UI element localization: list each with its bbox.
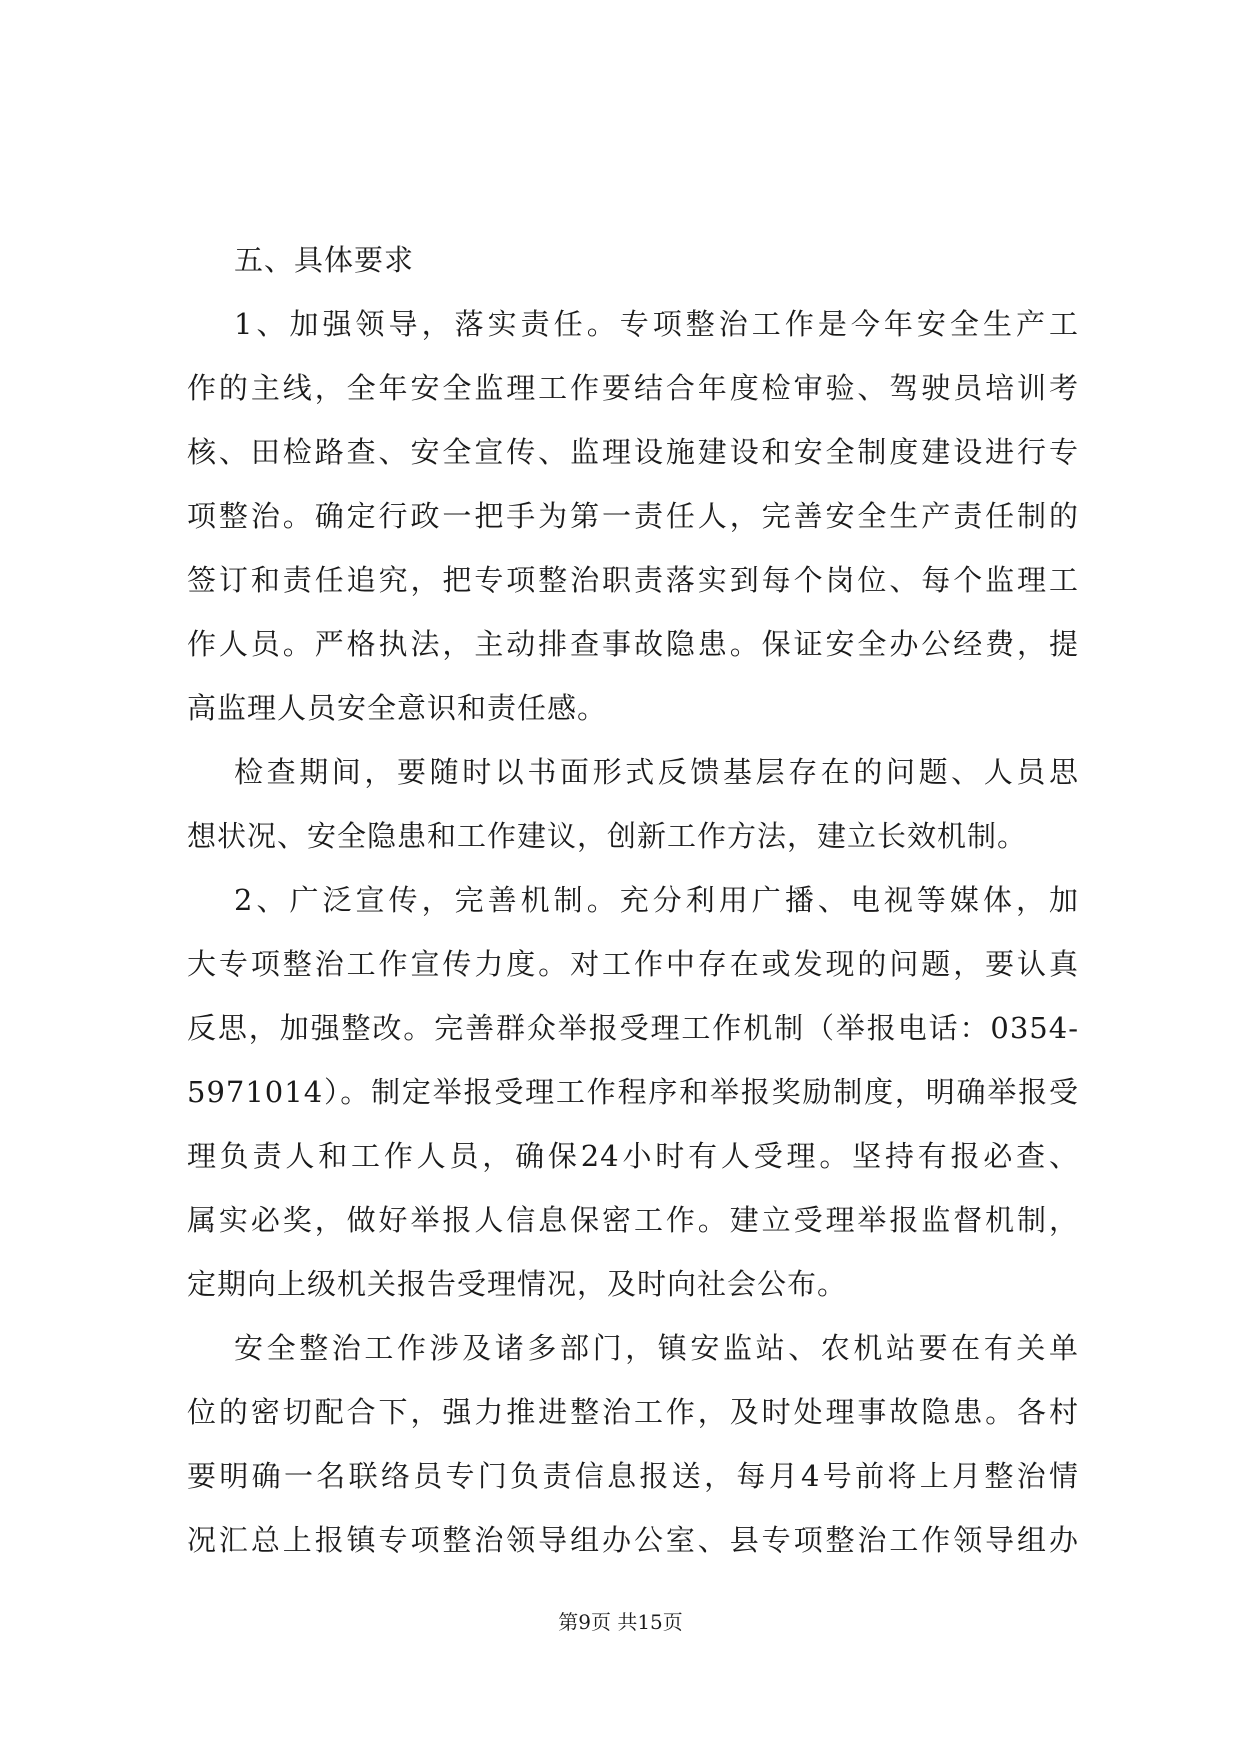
paragraph-line: 作的主线，全年安全监理工作要结合年度检审验、驾驶员培训考 xyxy=(187,371,1079,405)
paragraph-line: 签订和责任追究，把专项整治职责落实到每个岗位、每个监理工 xyxy=(187,563,1079,597)
page-footer xyxy=(0,1608,1241,1636)
document-body xyxy=(187,228,1079,1572)
section-heading: 五、具体要求 xyxy=(234,243,415,277)
paragraph-line: 定期向上级机关报告受理情况，及时向社会公布。 xyxy=(187,1267,848,1301)
paragraph-line: 项整治。确定行政一把手为第一责任人，完善安全生产责任制的 xyxy=(187,499,1079,533)
paragraph-line: 1、加强领导，落实责任。专项整治工作是今年安全生产工 xyxy=(234,307,1079,341)
paragraph-line: 高监理人员安全意识和责任感。 xyxy=(187,691,608,725)
page-number: 第9页 共15页 xyxy=(558,1610,683,1634)
paragraph-line: 反思，加强整改。完善群众举报受理工作机制（举报电话：0354- xyxy=(187,1011,1079,1045)
paragraph-line: 要明确一名联络员专门负责信息报送，每月4号前将上月整治情 xyxy=(187,1459,1079,1493)
paragraph-line: 理负责人和工作人员，确保24小时有人受理。坚持有报必查、 xyxy=(187,1139,1079,1173)
paragraph-line: 5971014）。制定举报受理工作程序和举报奖励制度，明确举报受 xyxy=(187,1075,1079,1109)
paragraph-line: 大专项整治工作宣传力度。对工作中存在或发现的问题，要认真 xyxy=(187,947,1079,981)
paragraph-line: 作人员。严格执法，主动排查事故隐患。保证安全办公经费，提 xyxy=(187,627,1079,661)
paragraph-line: 安全整治工作涉及诸多部门，镇安监站、农机站要在有关单 xyxy=(234,1331,1079,1365)
paragraph-line: 检查期间，要随时以书面形式反馈基层存在的问题、人员思 xyxy=(234,755,1079,789)
paragraph-line: 位的密切配合下，强力推进整治工作，及时处理事故隐患。各村 xyxy=(187,1395,1079,1429)
paragraph-line: 核、田检路查、安全宣传、监理设施建设和安全制度建设进行专 xyxy=(187,435,1079,469)
paragraph-line: 2、广泛宣传，完善机制。充分利用广播、电视等媒体，加 xyxy=(234,883,1079,917)
paragraph-line: 想状况、安全隐患和工作建议，创新工作方法，建立长效机制。 xyxy=(187,819,1028,853)
paragraph-line: 况汇总上报镇专项整治领导组办公室、县专项整治工作领导组办 xyxy=(187,1523,1079,1557)
paragraph-line: 属实必奖，做好举报人信息保密工作。建立受理举报监督机制， xyxy=(187,1203,1079,1237)
